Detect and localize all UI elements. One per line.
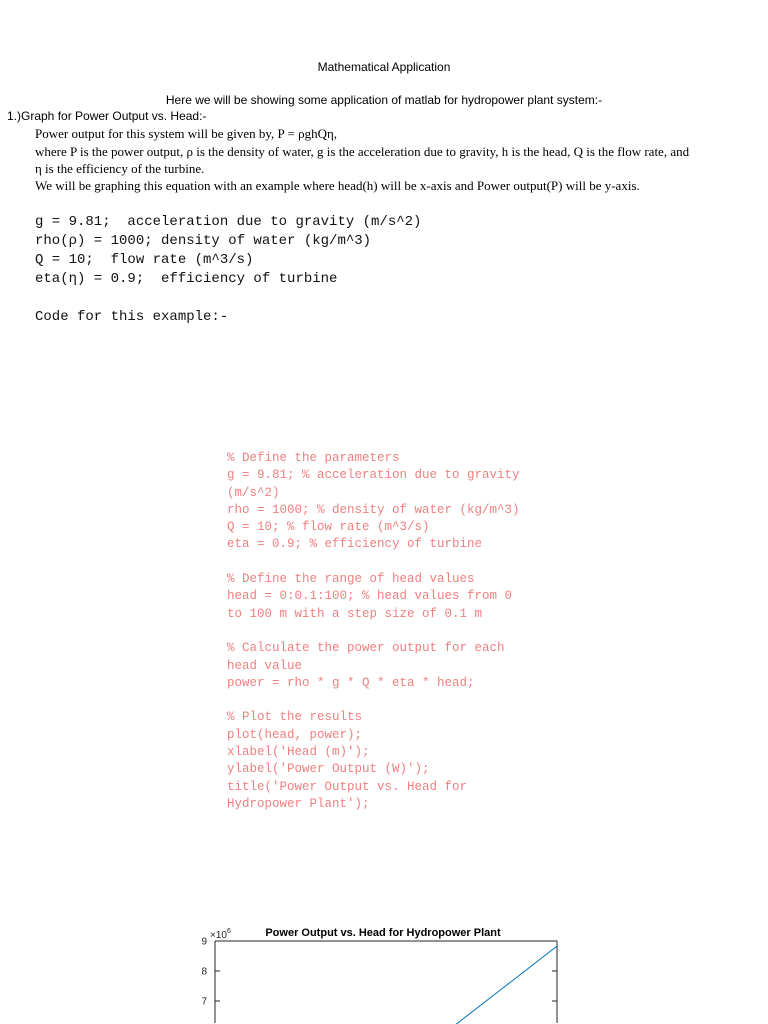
parameter-line: rho(ρ) = 1000; density of water (kg/m^3) xyxy=(35,233,372,249)
chart-title: Power Output vs. Head for Hydropower Plant xyxy=(265,927,501,939)
paragraph-line: We will be graphing this equation with an example where head(h) will be x-axis and Power output(P) will be y-axis. xyxy=(35,178,640,193)
matlab-code-block xyxy=(227,450,587,813)
section-heading: 1.)Graph for Power Output vs. Head:- xyxy=(7,109,207,123)
paragraph-line: where P is the power output, ρ is the density of water, g is the acceleration due to gravity, h is the head, Q is the flow rate, and xyxy=(35,144,690,159)
code-line: ylabel('Power Output (W)'); xyxy=(227,762,430,777)
code-line xyxy=(227,554,587,571)
code-line: head value xyxy=(227,658,303,673)
code-line: head = 0:0.1:100; % head values from 0 xyxy=(227,589,513,604)
code-line: % Calculate the power output for each xyxy=(227,641,505,656)
y-tick-label: 7 xyxy=(201,996,207,1008)
y-tick-label: 8 xyxy=(201,966,207,978)
power-series-line xyxy=(215,946,557,1024)
code-line: Q = 10; % flow rate (m^3/s) xyxy=(227,520,430,535)
code-line: eta = 0.9; % efficiency of turbine xyxy=(227,537,483,552)
code-line: % Define the range of head values xyxy=(227,572,475,587)
parameter-line: g = 9.81; acceleration due to gravity (m/s^2) xyxy=(35,214,422,230)
series-lines xyxy=(215,946,557,1024)
code-line: xlabel('Head (m)'); xyxy=(227,745,370,760)
intro-text: Here we will be showing some application of matlab for hydropower plant system:- xyxy=(165,93,603,107)
y-tick-label: 9 xyxy=(201,936,207,948)
code-line: (m/s^2) xyxy=(227,485,280,500)
code-line: Hydropower Plant'); xyxy=(227,796,370,811)
parameter-line: Q = 10; flow rate (m^3/s) xyxy=(35,252,254,268)
code-line: plot(head, power); xyxy=(227,727,363,742)
code-line xyxy=(227,623,587,640)
y-ticks xyxy=(201,937,557,1008)
code-line: g = 9.81; % acceleration due to gravity xyxy=(227,468,520,483)
code-line: power = rho * g * Q * eta * head; xyxy=(227,675,475,690)
y-axis xyxy=(215,941,557,1023)
paragraph-line: η is the efficiency of the turbine. xyxy=(35,161,205,176)
code-label: Code for this example:- xyxy=(35,309,229,325)
parameter-line: eta(η) = 0.9; efficiency of turbine xyxy=(35,271,338,287)
power-vs-head-chart xyxy=(190,920,570,1024)
code-line: % Plot the results xyxy=(227,710,363,725)
y-exponent-label: $\times 10^6$ xyxy=(210,928,231,941)
code-line xyxy=(227,692,587,709)
code-line: title('Power Output vs. Head for xyxy=(227,779,468,794)
code-line: % Define the parameters xyxy=(227,451,400,465)
code-line: to 100 m with a step size of 0.1 m xyxy=(227,606,483,621)
paragraph-line: Power output for this system will be given by, P = ρghQη, xyxy=(35,126,338,141)
code-line: rho = 1000; % density of water (kg/m^3) xyxy=(227,502,520,517)
document-title: Mathematical Application xyxy=(317,60,451,74)
